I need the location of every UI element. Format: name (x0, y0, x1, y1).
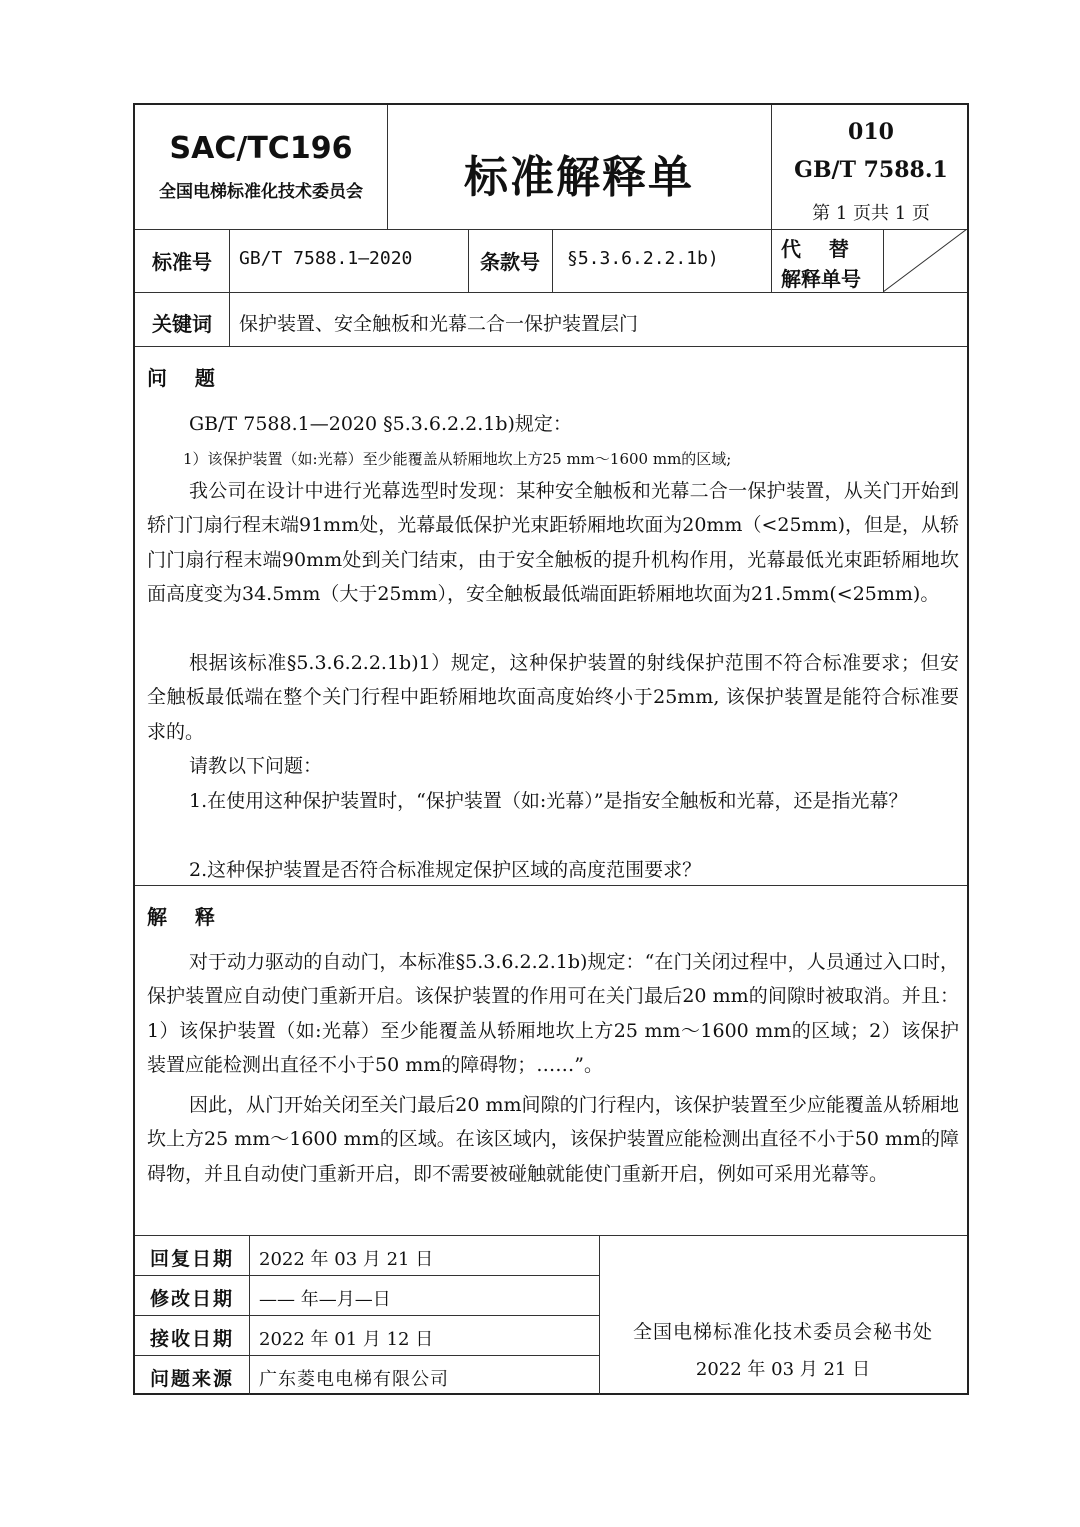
document-title: 标准解释单 (464, 152, 694, 203)
clause-number-label: 条款号 (480, 250, 540, 274)
standard-reference: GB/T 7588.1 (794, 157, 948, 183)
modify-date-value: —— 年—月—日 (259, 1289, 391, 1310)
keywords-label: 关键词 (152, 312, 212, 336)
source-label: 问题来源 (149, 1368, 234, 1390)
org-code: SAC/TC196 (169, 131, 353, 166)
replace-label-line1: 代 替 (781, 237, 849, 261)
row-line (135, 1275, 599, 1276)
secretariat-name: 全国电梯标准化技术委员会秘书处 (632, 1321, 933, 1343)
question-paragraph-3: 我公司在设计中进行光幕选型时发现：某种安全触板和光幕二合一保护装置，从关门开始到轿门门扇行程末端91mm处，光幕最低保护光束距轿厢地坎面为20mm（<25mm)，但是，从轿门门扇行程末端90mm处到关门结束，由于安全触板的提升机构作用，光幕最低光束距轿厢地坎面高度变为34.5mm（大于25mm），安全触板最低端面距轿厢地坎面为21.5mm(<25mm)。 (147, 480, 959, 606)
modify-date-label: 修改日期 (149, 1288, 234, 1310)
row-line (135, 1315, 599, 1316)
row-line (135, 346, 967, 347)
row-line (135, 1235, 967, 1236)
keywords-value: 保护装置、安全触板和光幕二合一保护装置层门 (239, 313, 639, 335)
answer-paragraph-2: 因此，从门开始关闭至关门最后20 mm间隙的门行程内，该保护装置至少应能覆盖从轿厢地坎上方25 mm～1600 mm的区域。在该区域内，该保护装置应能检测出直径不小于50 mm的障碍物，并且自动使门重新开启，即不需要被碰触就能使门重新开启，例如可采用光幕等。 (147, 1094, 959, 1185)
question-heading: 问 题 (147, 366, 215, 390)
clause-number-value: §5.3.6.2.2.1b) (567, 248, 719, 269)
secretariat-date: 2022 年 03 月 21 日 (695, 1359, 871, 1380)
row-divider (229, 229, 230, 346)
interpretation-form (133, 103, 969, 1395)
header-bottom-line (135, 229, 967, 230)
row-line (135, 1355, 599, 1356)
question-paragraph-4: 根据该标准§5.3.6.2.2.1b)1）规定，这种保护装置的射线保护范围不符合标准要求；但安全触板最低端在整个关门行程中距轿厢地坎面高度始终小于25mm, 该保护装置是能符合标准要求的。 (147, 652, 959, 743)
page-info: 第 1 页共 1 页 (812, 203, 930, 224)
empty-slash-mark (883, 229, 967, 292)
standard-number-value: GB/T 7588.1—2020 (239, 248, 413, 269)
question-paragraph-1: GB/T 7588.1—2020 §5.3.6.2.2.1b)规定： (189, 413, 572, 435)
row-line (135, 885, 967, 886)
replace-label-line2: 解释单号 (781, 267, 861, 291)
receive-date-label: 接收日期 (149, 1328, 234, 1350)
document-number: 010 (848, 119, 894, 145)
receive-date-value: 2022 年 01 月 12 日 (259, 1329, 434, 1350)
answer-heading: 解 释 (147, 905, 215, 929)
question-paragraph-5: 请教以下问题： (189, 755, 323, 777)
question-paragraph-6: 1.在使用这种保护装置时，“保护装置（如:光幕）”是指安全触板和光幕，还是指光幕？ (189, 790, 908, 812)
org-name: 全国电梯标准化技术委员会 (159, 182, 363, 202)
standard-number-label: 标准号 (152, 250, 212, 274)
row-line (135, 292, 967, 293)
question-paragraph-2: 1）该保护装置（如:光幕）至少能覆盖从轿厢地坎上方25 mm～1600 mm的区域; (183, 450, 732, 468)
source-value: 广东菱电电梯有限公司 (259, 1369, 449, 1390)
reply-date-value: 2022 年 03 月 21 日 (259, 1249, 434, 1270)
question-paragraph-7: 2.这种保护装置是否符合标准规定保护区域的高度范围要求？ (189, 859, 702, 881)
row-divider (552, 229, 553, 292)
answer-paragraph-1: 对于动力驱动的自动门，本标准§5.3.6.2.2.1b)规定：“在门关闭过程中，人员通过入口时，保护装置应自动使门重新开启。该保护装置的作用可在关门最后20 mm的间隙时被取消。并且：1）该保护装置（如:光幕）至少能覆盖从轿厢地坎上方25 mm～1600 mm的区域；2）该保护装置应能检测出直径不小于50 mm的障碍物；……”。 (147, 951, 959, 1077)
reply-date-label: 回复日期 (149, 1248, 234, 1270)
